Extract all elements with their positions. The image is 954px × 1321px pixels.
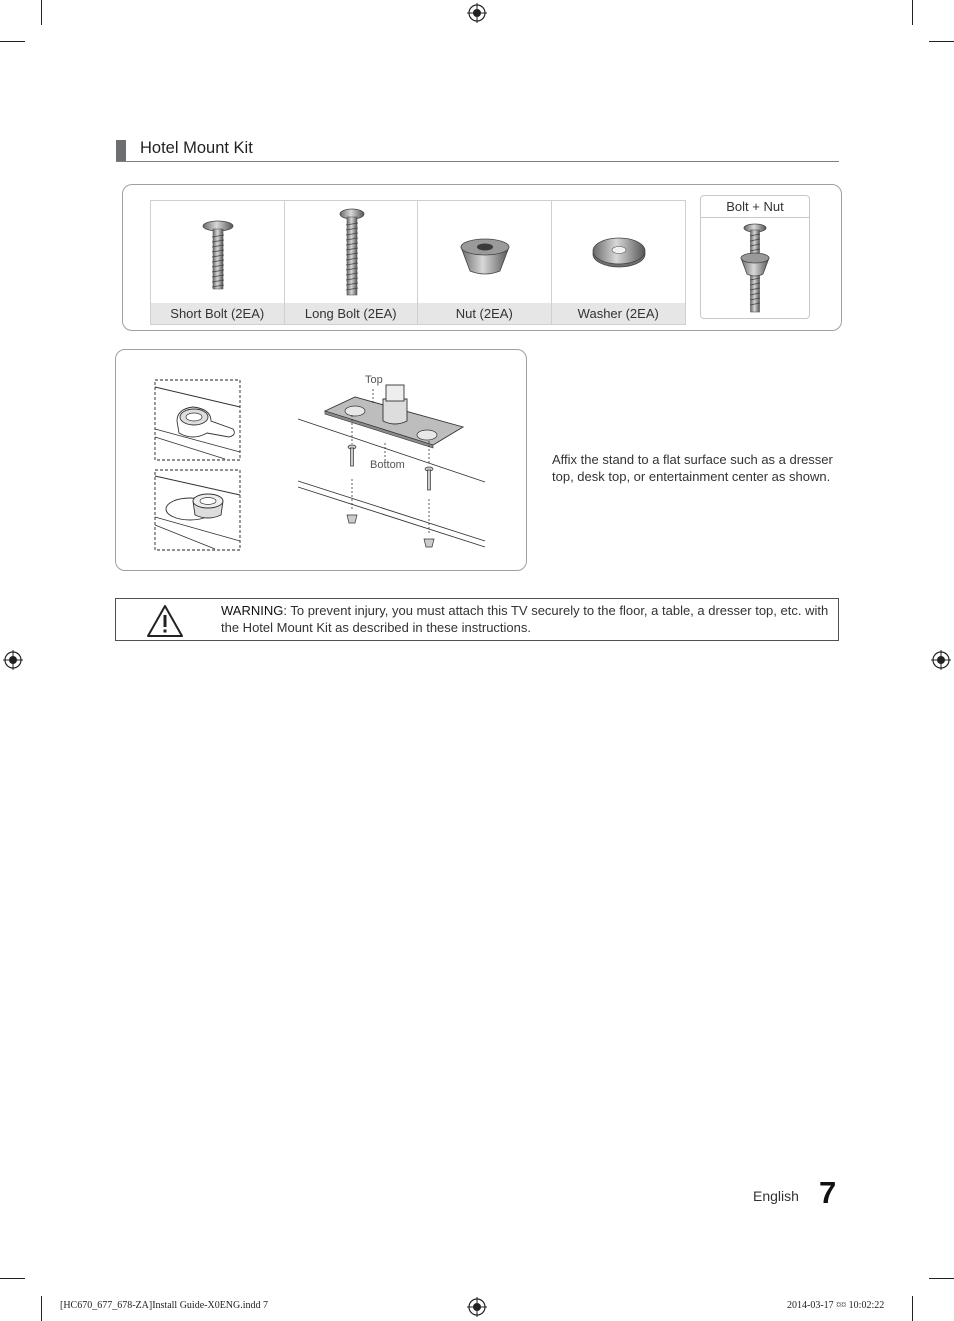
warning-text — [221, 602, 831, 636]
crop-mark — [41, 0, 42, 25]
bolt-and-nut-icon — [701, 218, 809, 318]
short-bolt-icon — [151, 201, 285, 305]
part-cell-nut — [418, 201, 552, 324]
label-bottom: Bottom — [370, 459, 405, 471]
washer-icon — [552, 201, 686, 305]
section-title: Hotel Mount Kit — [140, 139, 253, 157]
crop-mark — [929, 1278, 954, 1279]
warning-label: WARNING — [221, 603, 284, 618]
parts-table — [150, 200, 686, 325]
instruction-text: Affix the stand to a flat surface such as a dresser top, desk top, or entertainment center as shown. — [552, 452, 833, 484]
registration-mark-icon — [467, 3, 487, 23]
page-number: 7 — [819, 1175, 837, 1210]
part-label: Short Bolt (2EA) — [151, 303, 284, 324]
part-cell-washer — [552, 201, 686, 324]
crop-mark — [912, 1296, 913, 1321]
slug-file: [HC670_677_678-ZA]Install Guide-X0ENG.indd 7 — [60, 1300, 269, 1311]
warning-triangle-icon — [146, 604, 184, 638]
part-label: Long Bolt (2EA) — [285, 303, 418, 324]
registration-mark-icon — [467, 1297, 487, 1317]
crop-mark — [0, 41, 25, 42]
stand-mount-diagram — [115, 349, 527, 571]
nut-icon — [418, 201, 552, 305]
registration-mark-icon — [3, 650, 23, 670]
crop-mark — [912, 0, 913, 25]
bolt-nut-label: Bolt + Nut — [701, 196, 809, 218]
section-rule — [116, 161, 839, 162]
part-label: Washer (2EA) — [552, 303, 686, 324]
crop-mark — [0, 1278, 25, 1279]
bolt-nut-box — [700, 195, 810, 319]
part-cell-short-bolt — [151, 201, 285, 324]
section-marker — [116, 140, 126, 162]
long-bolt-icon — [285, 201, 419, 305]
crop-mark — [929, 41, 954, 42]
slug-datetime: 2014-03-17 ¤¤ 10:02:22 — [787, 1300, 885, 1311]
part-label: Nut (2EA) — [418, 303, 551, 324]
warning-body: : To prevent injury, you must attach this TV securely to the floor, a table, a dresser top, etc. with the Hotel Mount Kit as described in these instructions. — [221, 603, 829, 635]
part-cell-long-bolt — [285, 201, 419, 324]
crop-mark — [41, 1296, 42, 1321]
footer-language: English — [753, 1188, 799, 1204]
label-top: Top — [365, 374, 383, 386]
registration-mark-icon — [931, 650, 951, 670]
